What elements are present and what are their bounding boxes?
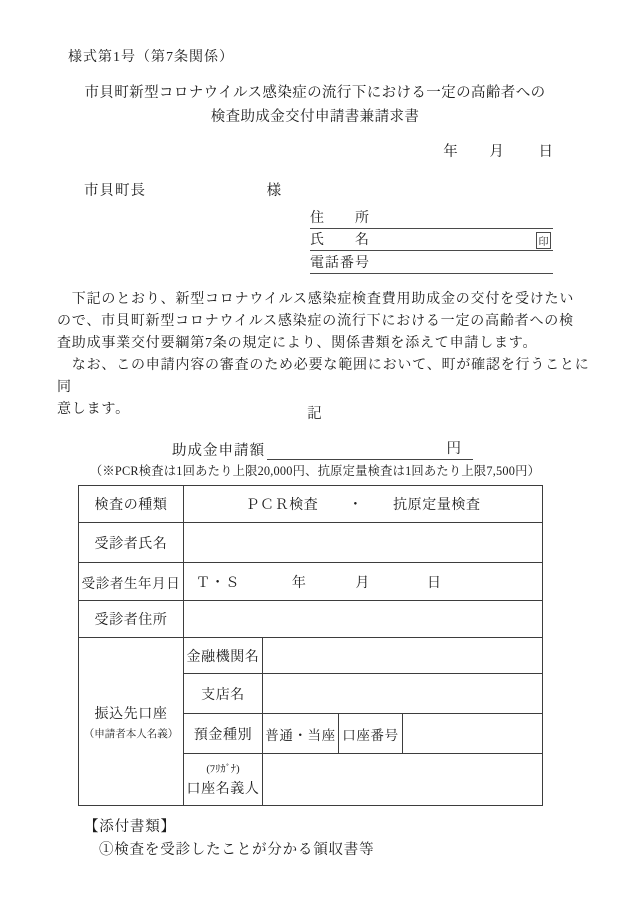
- table-row-examinee-address: [79, 601, 543, 638]
- test-type-options: [184, 494, 542, 514]
- account-holder-input[interactable]: [263, 754, 543, 806]
- option-pcr[interactable]: ＰＣＲ検査: [245, 498, 319, 513]
- test-type-options-cell[interactable]: [184, 486, 543, 523]
- attachment-item-1: ①検査を受診したことが分かる領収書等: [99, 842, 375, 858]
- birth-day-label: 日: [427, 575, 442, 591]
- amount-input[interactable]: [267, 437, 473, 460]
- option-antigen[interactable]: 抗原定量検査: [393, 498, 481, 513]
- body-line-2: ので、市貝町新型コロナウイルス感染症の流行下における一定の高齢者への検: [57, 314, 574, 329]
- test-type-label: 検査の種類: [79, 486, 184, 523]
- body-line-1: 下記のとおり、新型コロナウイルス感染症検査費用助成金の交付を受けたい: [57, 292, 575, 307]
- birth-month-label: 月: [355, 575, 371, 591]
- bank-account-label-cell: [79, 638, 184, 806]
- birth-year-label: 年: [291, 575, 307, 591]
- birthdate-label: 受診者生年月日: [79, 563, 184, 601]
- institution-input[interactable]: [263, 638, 543, 674]
- phone-label: 電話番号: [310, 255, 370, 271]
- bank-account-label: 振込先口座: [94, 706, 168, 722]
- account-number-input[interactable]: [403, 714, 543, 754]
- account-holder-label: 口座名義人: [186, 782, 260, 797]
- deposit-type-options[interactable]: 普通・当座: [263, 714, 339, 754]
- addressee-line: [84, 179, 282, 200]
- deposit-type-label: 預金種別: [184, 714, 263, 754]
- seal-mark-box: [536, 232, 551, 249]
- application-table: [78, 485, 543, 806]
- applicant-address-row: [310, 206, 553, 229]
- year-label: 年: [443, 144, 458, 160]
- attachments-heading: 【添付書類】: [84, 819, 176, 835]
- institution-label: 金融機関名: [184, 638, 263, 674]
- applicant-block: [310, 206, 553, 274]
- addressee-title: 市貝町長: [84, 183, 146, 199]
- address-label: 住 所: [310, 210, 370, 226]
- option-separator-dot: ・: [348, 498, 364, 513]
- form-number: 様式第1号（第7条関係）: [68, 50, 234, 65]
- branch-input[interactable]: [263, 674, 543, 714]
- body-line-4: なお、この申請内容の審査のため必要な範囲において、町が確認を行うことに同: [57, 358, 590, 395]
- amount-line: [0, 436, 473, 460]
- examinee-name-label: 受診者氏名: [79, 523, 184, 563]
- table-row-birthdate: [79, 563, 543, 601]
- era-options[interactable]: Ｔ・Ｓ: [196, 575, 240, 591]
- examinee-address-input[interactable]: [184, 601, 543, 638]
- body-line-3: 査助成事業交付要綱第7条の規定により、関係書類を添えて申請します。: [57, 336, 538, 351]
- application-date-line[interactable]: [443, 140, 553, 161]
- yen-unit: 円: [446, 441, 461, 457]
- month-label: 月: [489, 144, 504, 160]
- amount-note: （※PCR検査は1回あたり上限20,000円、抗原定量検査は1回あたり上限7,500円）: [89, 464, 541, 478]
- applicant-name-row: [310, 229, 553, 252]
- amount-label: 助成金申請額: [172, 443, 265, 459]
- bank-account-sublabel: （申請者本人名義）: [83, 728, 179, 740]
- addressee-honorific: 様: [266, 183, 283, 199]
- examinee-name-input[interactable]: [184, 523, 543, 563]
- account-holder-label-cell: [184, 754, 263, 806]
- birthdate-fields: [184, 572, 542, 592]
- furigana-label: (ﾌﾘｶﾞﾅ): [206, 764, 240, 775]
- record-marker: 記: [307, 406, 323, 422]
- body-line-5: 意します。: [57, 402, 130, 417]
- document-title-line2: 検査助成金交付申請書兼請求書: [210, 109, 420, 125]
- applicant-phone-row: [310, 251, 553, 274]
- account-number-label: 口座番号: [339, 714, 403, 754]
- seal-mark: 印: [538, 237, 549, 248]
- birthdate-input-cell[interactable]: [184, 563, 543, 601]
- table-row-bank-institution: [79, 638, 543, 674]
- branch-label: 支店名: [184, 674, 263, 714]
- table-row-examinee-name: [79, 523, 543, 563]
- day-label: 日: [538, 144, 553, 160]
- table-row-test-type: [79, 486, 543, 523]
- name-label: 氏 名: [310, 233, 370, 248]
- examinee-address-label: 受診者住所: [79, 601, 184, 638]
- document-title-line1: 市貝町新型コロナウイルス感染症の流行下における一定の高齢者への: [84, 85, 546, 101]
